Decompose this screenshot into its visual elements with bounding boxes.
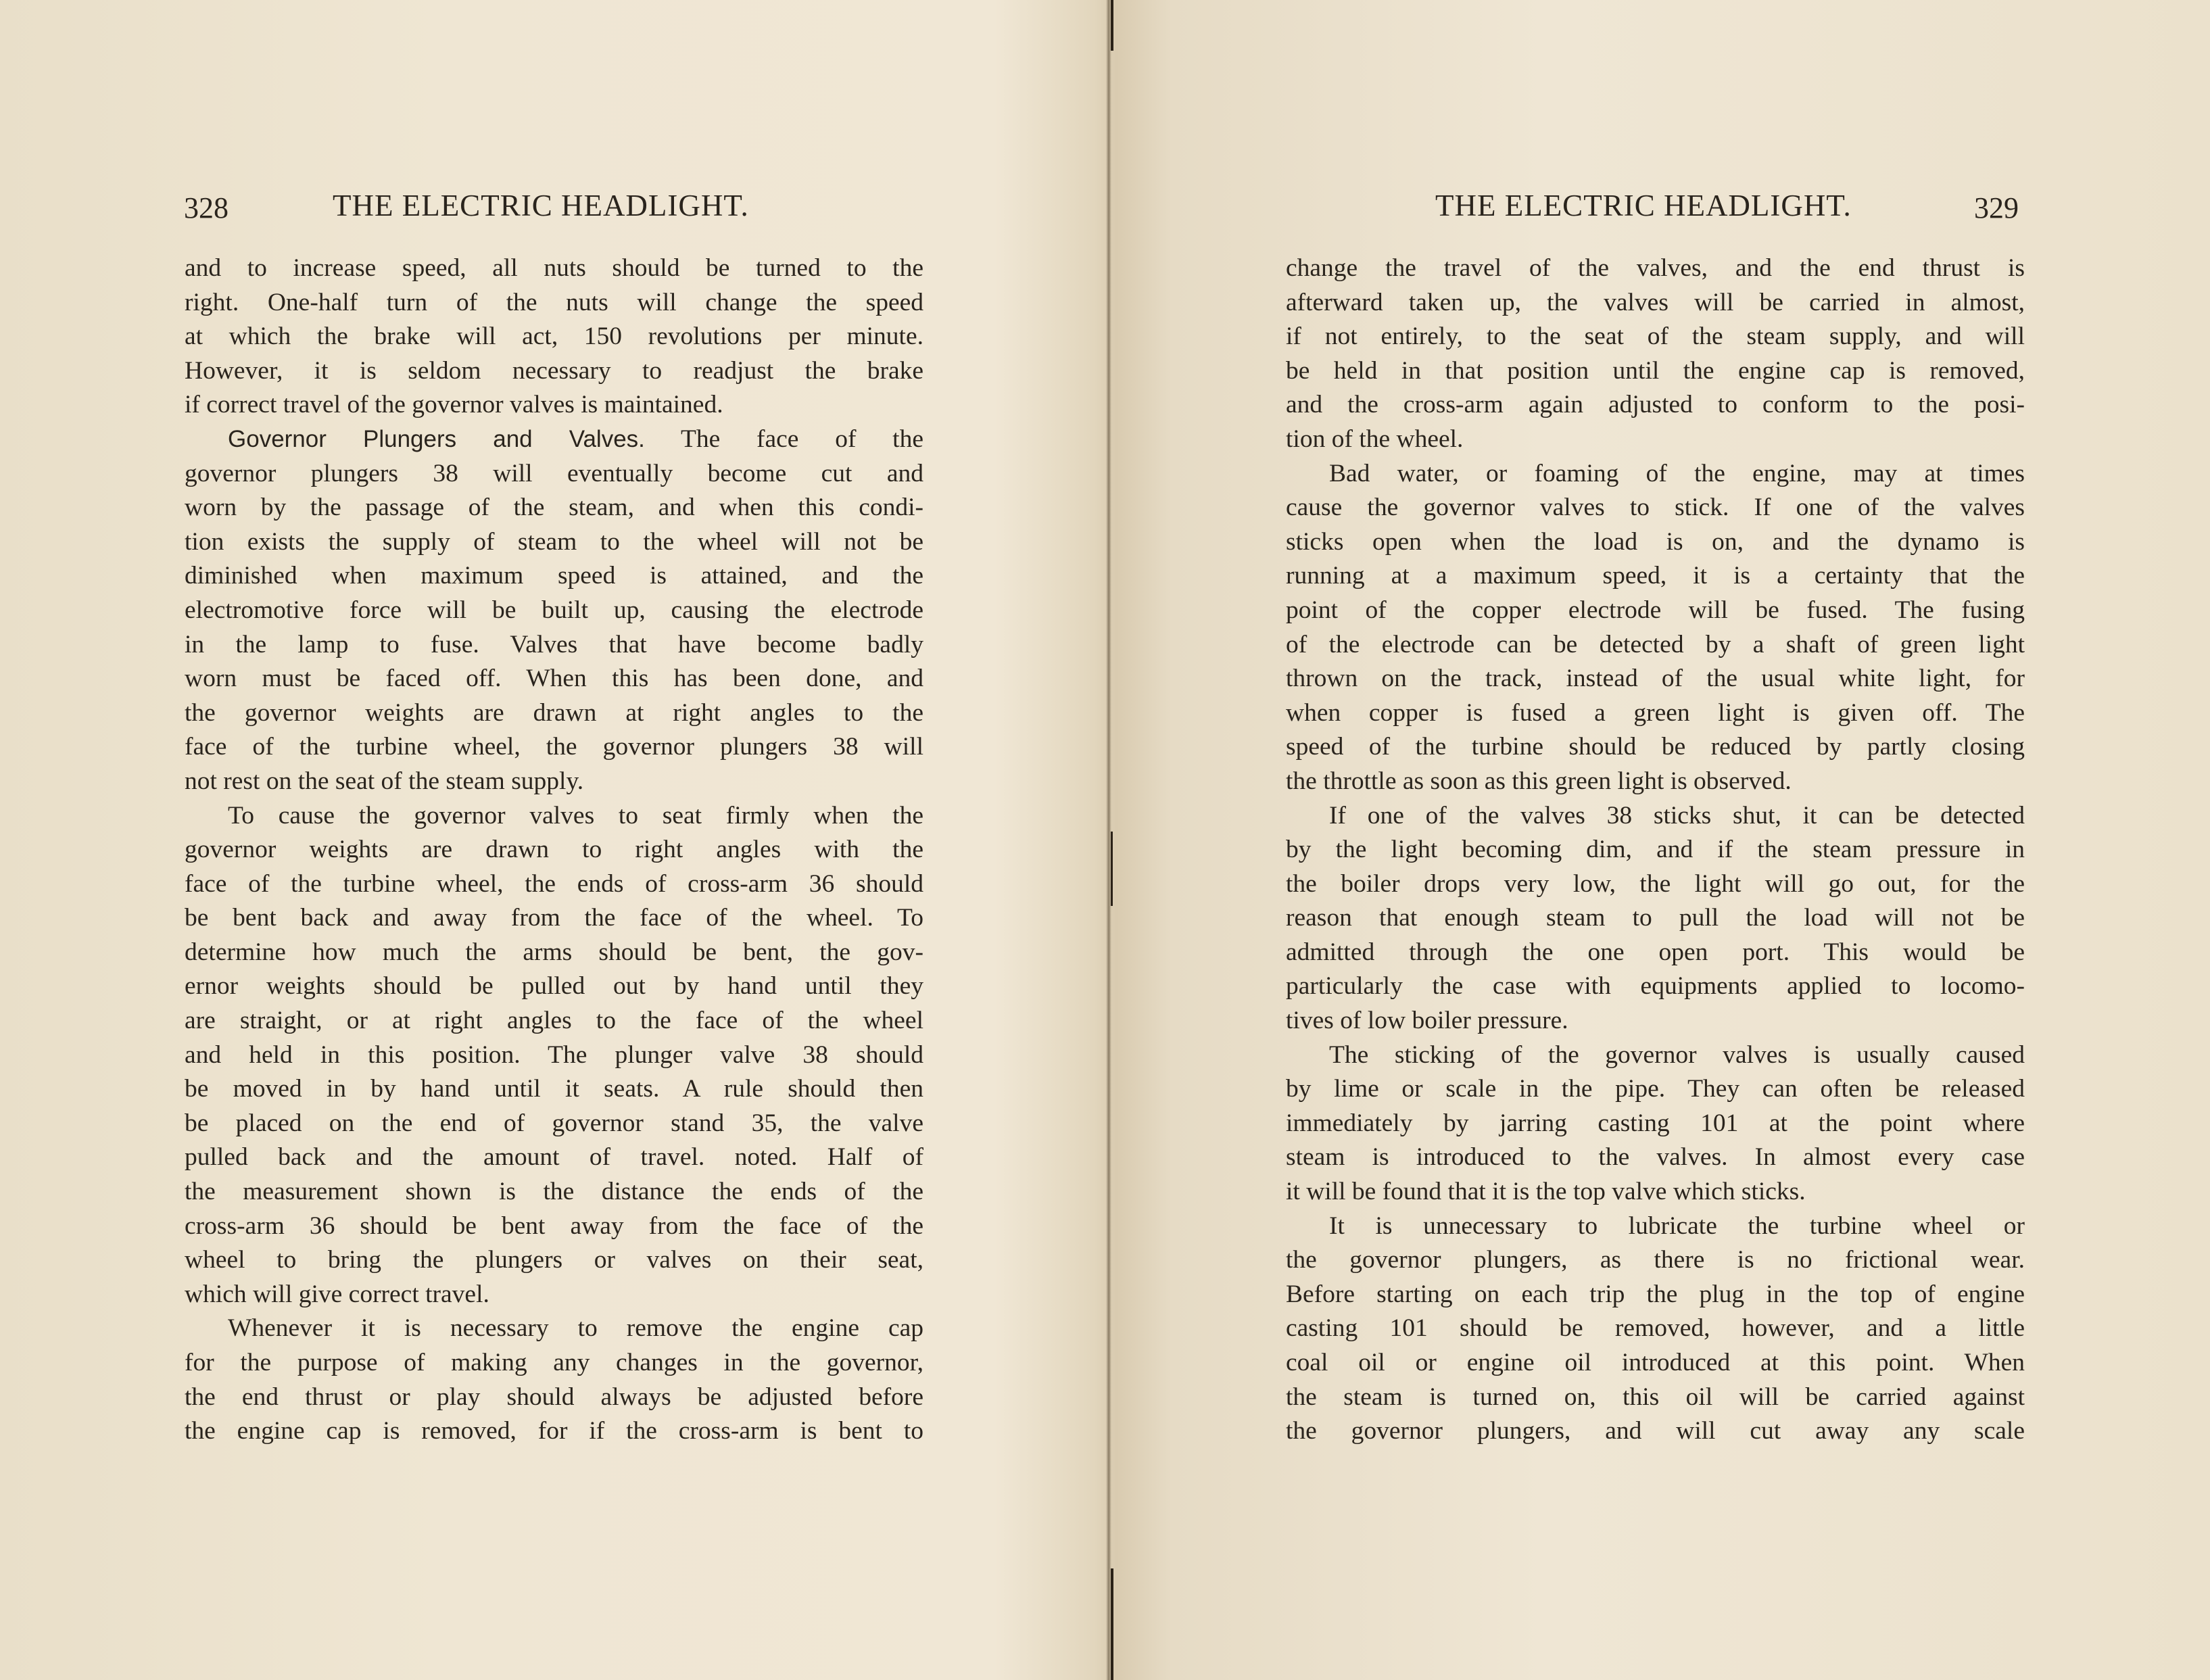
text-line [1286, 525, 2025, 560]
line-text: if correct travel of the governor valves is maintained. [185, 391, 723, 419]
text-line [1286, 594, 2025, 628]
line-text: by lime or scale in the pipe. They can often be released [1286, 1075, 2025, 1103]
text-line [1286, 1107, 2025, 1141]
text-line [185, 1414, 923, 1449]
line-text: thrown on the track, instead of the usual white light, for [1286, 665, 2025, 693]
line-text: governor weights are drawn to right angles with the [185, 836, 923, 864]
line-text: the governor weights are drawn at right angles to the [185, 698, 923, 727]
text-line [1286, 1141, 2025, 1175]
text-line [1286, 1278, 2025, 1312]
line-text: the steam is turned on, this oil will be carried against [1286, 1383, 2025, 1411]
text-line [1286, 799, 2025, 834]
line-text: The face of the [644, 425, 923, 453]
line-text: face of the turbine wheel, the governor plungers 38 will [185, 733, 923, 761]
text-line [185, 1038, 923, 1073]
text-line [1286, 286, 2025, 320]
line-text: face of the turbine wheel, the ends of cross-arm 36 should [185, 869, 923, 898]
text-line [1286, 1038, 2025, 1073]
text-line [1286, 320, 2025, 354]
text-line [1286, 354, 2025, 389]
line-text: Whenever it is necessary to remove the engine cap [228, 1314, 923, 1343]
text-line [185, 765, 923, 799]
text-line [185, 662, 923, 696]
line-text: afterward taken up, the valves will be carried in almost, [1286, 288, 2025, 316]
line-text: the end thrust or play should always be adjusted before [185, 1383, 923, 1411]
line-text: diminished when maximum speed is attained, and the [185, 562, 923, 590]
text-line [185, 901, 923, 936]
line-text: The sticking of the governor valves is usually caused [1329, 1040, 2025, 1069]
text-line [1286, 1072, 2025, 1107]
text-line [185, 1312, 923, 1346]
line-text: which will give correct travel. [185, 1280, 489, 1308]
line-text: steam is introduced to the valves. In almost every case [1286, 1143, 2025, 1172]
line-text: tives of low boiler pressure. [1286, 1007, 1568, 1035]
line-text: wheel to bring the plungers or valves on their seat, [185, 1246, 923, 1274]
line-text: tion exists the supply of steam to the wheel will not be [185, 527, 923, 556]
text-line [185, 833, 923, 867]
text-line [1286, 901, 2025, 936]
text-line [1286, 1209, 2025, 1244]
line-text: of the electrode can be detected by a shaft of green light [1286, 630, 2025, 658]
line-text: be bent back and away from the face of the wheel. To [185, 904, 923, 932]
text-line [185, 423, 923, 457]
text-line [1286, 696, 2025, 731]
page-number: 329 [1974, 191, 2019, 224]
text-line [185, 730, 923, 765]
line-text: if not entirely, to the seat of the steam supply, and will [1286, 322, 2025, 351]
line-text: immediately by jarring casting 101 at the point where [1286, 1109, 2025, 1137]
line-text: worn must be faced off. When this has been done, and [185, 665, 923, 693]
text-line [185, 354, 923, 389]
text-line [185, 936, 923, 970]
line-text: point of the copper electrode will be fused. The fusing [1286, 596, 2025, 624]
text-line [185, 1141, 923, 1175]
page-number: 328 [184, 191, 229, 224]
line-text: However, it is seldom necessary to readjust the brake [185, 356, 923, 385]
text-line [1286, 628, 2025, 663]
text-line [185, 559, 923, 594]
line-text: tion of the wheel. [1286, 425, 1464, 453]
line-text: pulled back and the amount of travel. noted. Half of [185, 1143, 923, 1172]
line-text: ernor weights should be pulled out by hand until they [185, 972, 923, 1001]
text-line [1286, 559, 2025, 594]
text-line [1286, 730, 2025, 765]
text-line [185, 1004, 923, 1038]
text-line [1286, 867, 2025, 902]
text-line [1286, 1243, 2025, 1278]
body-text [185, 251, 923, 1449]
text-line [1286, 1414, 2025, 1449]
text-line [1286, 662, 2025, 696]
text-line [185, 1175, 923, 1209]
line-text: and to increase speed, all nuts should be turned to the [185, 254, 923, 282]
section-sidehead: Governor Plungers and Valves. [228, 425, 645, 452]
running-head: THE ELECTRIC HEADLIGHT. [1435, 189, 1852, 222]
line-text: particularly the case with equipments applied to locomo- [1286, 972, 2025, 1001]
text-line [185, 594, 923, 628]
line-text: the governor plungers, and will cut away any scale [1286, 1417, 2025, 1445]
text-line [185, 1346, 923, 1381]
line-text: and the cross-arm again adjusted to conform to the posi- [1286, 391, 2025, 419]
text-line [185, 1107, 923, 1141]
line-text: speed of the turbine should be reduced by partly closing [1286, 733, 2025, 761]
line-text: right. One-half turn of the nuts will change the speed [185, 288, 923, 316]
line-text: for the purpose of making any changes in the governor, [185, 1349, 923, 1376]
right-page [1111, 0, 2210, 1680]
line-text: determine how much the arms should be bent, the gov- [185, 938, 923, 966]
line-text: To cause the governor valves to seat firmly when the [228, 801, 923, 830]
text-line [185, 1243, 923, 1278]
line-text: cross-arm 36 should be bent away from the face of the [185, 1211, 923, 1240]
text-line [185, 1278, 923, 1312]
text-line [185, 628, 923, 663]
text-line [1286, 1175, 2025, 1209]
line-text: Bad water, or foaming of the engine, may at times [1329, 459, 2025, 487]
text-line [1286, 765, 2025, 799]
running-head: THE ELECTRIC HEADLIGHT. [333, 189, 749, 222]
line-text: when copper is fused a green light is given off. The [1286, 698, 2025, 727]
text-line [185, 286, 923, 320]
text-line [185, 320, 923, 354]
line-text: Before starting on each trip the plug in the top of engine [1286, 1280, 2025, 1308]
text-line [1286, 1346, 2025, 1381]
line-text: the measurement shown is the distance the ends of the [185, 1178, 923, 1206]
line-text: it will be found that it is the top valve which sticks. [1286, 1178, 1806, 1206]
line-text: admitted through the one open port. This would be [1286, 938, 2025, 966]
line-text: change the travel of the valves, and the end thrust is [1286, 254, 2025, 282]
line-text: the boiler drops very low, the light will go out, for the [1286, 869, 2025, 898]
line-text: the governor plungers, as there is no frictional wear. [1286, 1246, 2025, 1274]
text-line [185, 969, 923, 1004]
text-line [185, 251, 923, 286]
text-line [1286, 936, 2025, 970]
body-text [1286, 251, 2025, 1449]
line-text: not rest on the seat of the steam supply. [185, 767, 584, 795]
text-line [185, 799, 923, 834]
line-text: If one of the valves 38 sticks shut, it can be detected [1329, 801, 2025, 830]
text-line [1286, 388, 2025, 423]
line-text: running at a maximum speed, it is a certainty that the [1286, 562, 2025, 590]
text-line [185, 388, 923, 423]
line-text: cause the governor valves to stick. If one of the valves [1286, 494, 2025, 522]
line-text: reason that enough steam to pull the load will not be [1286, 904, 2025, 932]
line-text: be placed on the end of governor stand 35, the valve [185, 1109, 923, 1137]
text-line [185, 525, 923, 560]
line-text: the throttle as soon as this green light is observed. [1286, 767, 1792, 795]
text-line [1286, 1312, 2025, 1346]
text-line [1286, 1004, 2025, 1038]
line-text: It is unnecessary to lubricate the turbine wheel or [1329, 1211, 2025, 1240]
text-line [185, 696, 923, 731]
text-line [1286, 491, 2025, 525]
text-line [1286, 423, 2025, 457]
text-line [1286, 1381, 2025, 1415]
line-text: at which the brake will act, 150 revolutions per minute. [185, 322, 923, 351]
line-text: and held in this position. The plunger valve 38 should [185, 1040, 923, 1069]
text-line [185, 867, 923, 902]
line-text: by the light becoming dim, and if the steam pressure in [1286, 836, 2025, 864]
line-text: sticks open when the load is on, and the dynamo is [1286, 527, 2025, 556]
text-line [1286, 457, 2025, 491]
line-text: the engine cap is removed, for if the cross-arm is bent to [185, 1417, 923, 1445]
text-line [185, 1381, 923, 1415]
line-text: governor plungers 38 will eventually become cut and [185, 459, 923, 487]
text-line [185, 1072, 923, 1107]
text-line [1286, 969, 2025, 1004]
line-text: be held in that position until the engine cap is removed, [1286, 356, 2025, 385]
line-text: be moved in by hand until it seats. A rule should then [185, 1075, 923, 1103]
text-line [1286, 251, 2025, 286]
line-text: electromotive force will be built up, causing the electrode [185, 596, 923, 624]
line-text: are straight, or at right angles to the face of the wheel [185, 1007, 923, 1035]
text-line [185, 1209, 923, 1244]
line-text: in the lamp to fuse. Valves that have become badly [185, 630, 923, 658]
line-text: coal oil or engine oil introduced at this point. When [1286, 1349, 2025, 1376]
text-line [185, 457, 923, 491]
text-line [1286, 833, 2025, 867]
line-text: worn by the passage of the steam, and when this condi- [185, 494, 923, 522]
line-text: casting 101 should be removed, however, and a little [1286, 1314, 2025, 1343]
text-line [185, 491, 923, 525]
